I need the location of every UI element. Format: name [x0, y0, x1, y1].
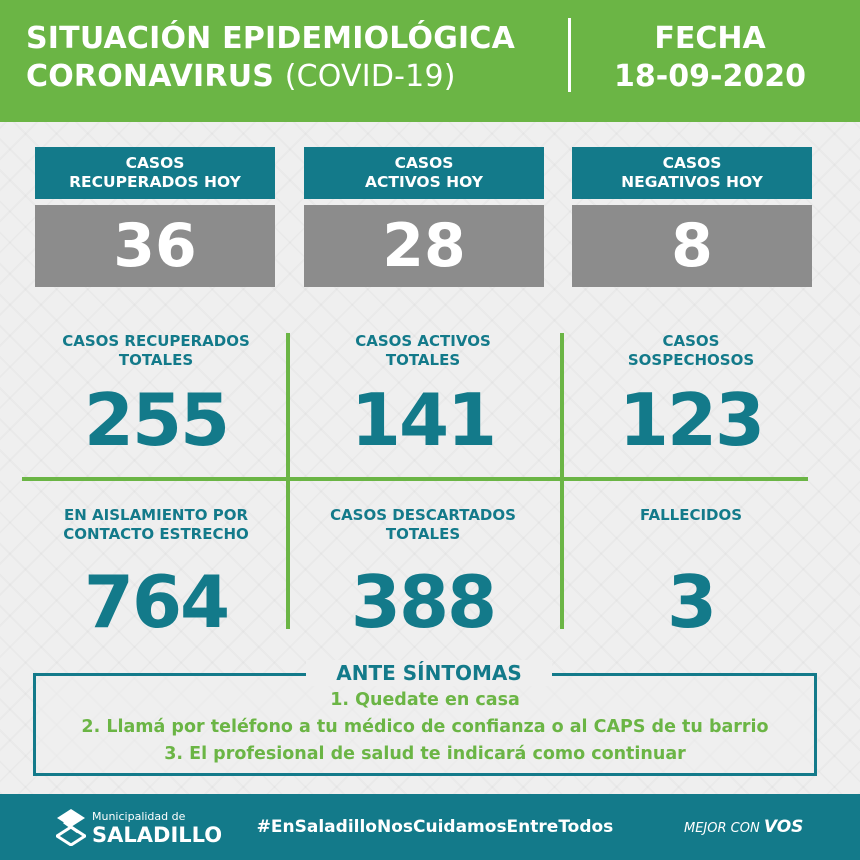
stat-label	[571, 506, 811, 544]
box-label-line1: CASOS	[662, 154, 722, 172]
stat-label-line2: TOTALES	[385, 351, 461, 369]
symptoms-step-2: 2. Llamá por teléfono a tu médico de confianza o al CAPS de tu barrio	[81, 717, 769, 737]
symptoms-step-3: 3. El profesional de salud te indicará como continuar	[164, 744, 686, 764]
stat-value: 3	[666, 560, 716, 644]
box-label-line2: NEGATIVOS HOY	[621, 173, 763, 191]
stat-activos-totales	[303, 332, 543, 460]
title-coronavirus: CORONAVIRUS	[26, 59, 275, 94]
box-recuperados-hoy	[35, 147, 275, 287]
box-negativos-hoy	[572, 147, 812, 287]
header-divider	[568, 18, 571, 92]
stat-label-line2: TOTALES	[385, 525, 461, 543]
title-line-2	[26, 58, 515, 96]
box-label	[572, 147, 812, 199]
stat-value: 141	[350, 378, 496, 462]
box-label-line2: RECUPERADOS HOY	[69, 173, 241, 191]
municipality-label: Municipalidad de	[92, 810, 186, 823]
stat-label-line1: CASOS DESCARTADOS	[330, 506, 516, 524]
box-label-line1: CASOS	[394, 154, 454, 172]
box-value: 8	[572, 205, 812, 287]
header-title	[26, 20, 515, 96]
stat-label-line1: CASOS RECUPERADOS	[62, 332, 250, 350]
municipality-name: SALADILLO	[92, 823, 223, 847]
stat-sospechosos	[571, 332, 811, 460]
box-value: 28	[304, 205, 544, 287]
slogan	[684, 818, 803, 838]
stat-label-line1: CASOS	[662, 332, 720, 350]
stat-label-line2: TOTALES	[118, 351, 194, 369]
stat-aislamiento	[36, 506, 276, 642]
header-banner	[0, 0, 860, 122]
box-label-line1: CASOS	[125, 154, 185, 172]
box-label-line2: ACTIVOS HOY	[365, 173, 483, 191]
symptoms-title: ANTE SÍNTOMAS	[306, 660, 552, 686]
stat-label	[36, 332, 276, 370]
title-line-1: SITUACIÓN EPIDEMIOLÓGICA	[26, 21, 516, 56]
stat-label-line2	[571, 525, 811, 544]
title-covid: (COVID-19)	[284, 59, 456, 94]
campaign-hashtag: #EnSaladilloNosCuidamosEntreTodos	[256, 817, 614, 837]
stat-value: 255	[83, 378, 229, 462]
grid-divider-horizontal	[22, 477, 808, 481]
stat-label-line2: SOSPECHOSOS	[627, 351, 755, 369]
stat-label-line1: CASOS ACTIVOS	[355, 332, 491, 350]
box-activos-hoy	[304, 147, 544, 287]
stat-label	[303, 506, 543, 544]
symptoms-step-1: 1. Quedate en casa	[330, 690, 520, 710]
date-label: FECHA	[654, 21, 766, 56]
stat-value: 388	[350, 560, 496, 644]
slogan-vos: VOS	[763, 817, 804, 837]
grid-divider-vertical-1	[286, 333, 290, 629]
stat-label	[303, 332, 543, 370]
stat-label	[571, 332, 811, 370]
stat-descartados	[303, 506, 543, 642]
stat-label	[36, 506, 276, 544]
box-value: 36	[35, 205, 275, 287]
slogan-prefix: MEJOR CON	[684, 821, 760, 836]
stat-value: 764	[83, 560, 229, 644]
grid-divider-vertical-2	[560, 333, 564, 629]
stat-label-line1: FALLECIDOS	[639, 506, 743, 524]
stat-label-line2: CONTACTO ESTRECHO	[63, 525, 249, 543]
stat-value: 123	[618, 378, 764, 462]
stat-recuperados-totales	[36, 332, 276, 460]
footer-banner	[0, 794, 860, 860]
municipality-logo-icon	[56, 808, 86, 846]
date-value: 18-09-2020	[614, 59, 806, 94]
header-date	[590, 20, 830, 96]
box-label	[304, 147, 544, 199]
box-label	[35, 147, 275, 199]
stat-fallecidos	[571, 506, 811, 642]
stat-label-line1: EN AISLAMIENTO POR	[64, 506, 248, 524]
